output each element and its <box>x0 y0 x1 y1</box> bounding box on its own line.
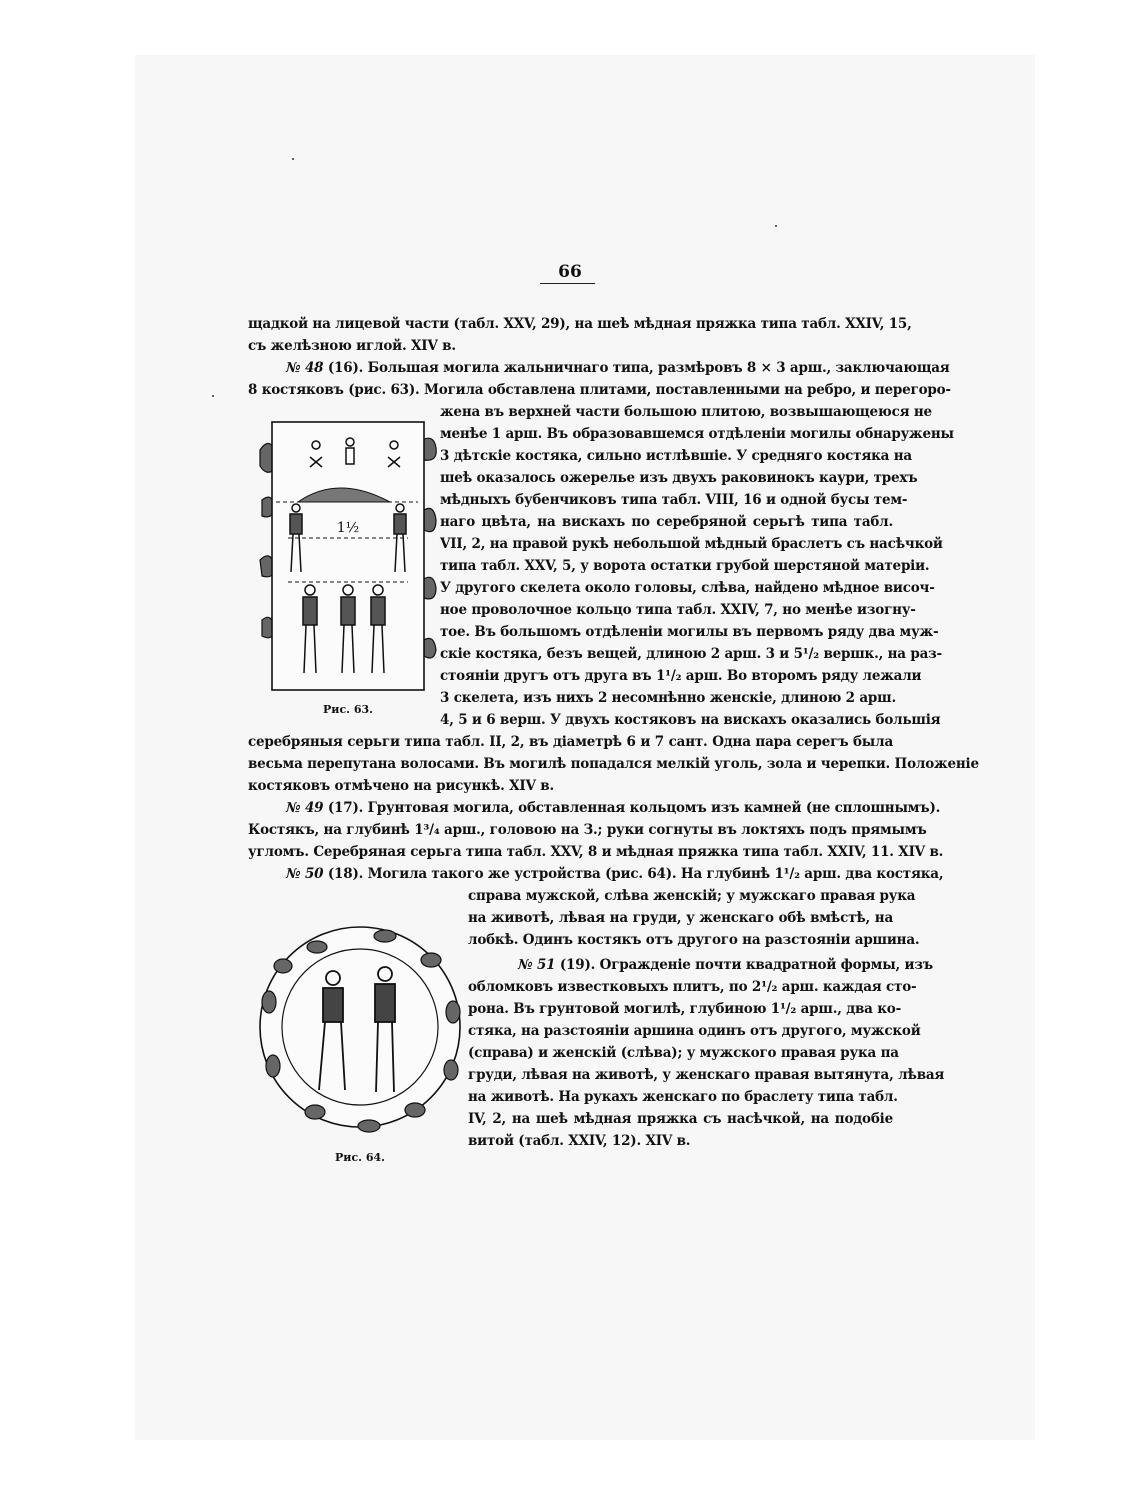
figure-63-grave-plan <box>258 410 438 700</box>
text-line: (справа) и женскій (слѣва); у мужского правая рука па <box>468 1045 899 1061</box>
text-line: съ желѣзною иглой. XIV в. <box>248 338 456 354</box>
text-line: на животѣ, лѣвая на груди, у женскаго обѣ вмѣстѣ, на <box>468 910 893 926</box>
text-line: 3 скелета, изъ нихъ 2 несомнѣнно женскіе, длиною 2 арш. <box>440 690 896 706</box>
text-line: VII, 2, на правой рукѣ небольшой мѣдный браслетъ съ насѣчкой <box>440 536 943 552</box>
text-line: рона. Въ грунтовой могилѣ, глубиною 1¹/₂ арш., два ко- <box>468 1001 901 1017</box>
text-block-middle <box>248 731 979 885</box>
text-line: 8 костяковъ (рис. 63). Могила обставлена плитами, поставленными на ребро, и перегоро- <box>248 382 951 398</box>
measure-label: 1½ <box>336 520 360 536</box>
text-line: жена въ верхней части большою плитою, возвышающеюся не <box>440 404 932 420</box>
page-number: 66 <box>558 262 582 282</box>
grave-outline <box>272 422 424 690</box>
entry-number: № 50 <box>286 866 324 882</box>
figure-64-circular-grave <box>255 920 465 1135</box>
text-line: тое. Въ большомъ отдѣленіи могилы въ первомъ ряду два муж- <box>440 624 939 640</box>
stone <box>424 508 436 531</box>
text-line: типа табл. XXV, 5, у ворота остатки грубой шерстяной матеріи. <box>440 558 930 574</box>
text-line: справа мужской, слѣва женскій; у мужскаго правая рука <box>468 888 916 904</box>
text-line: менѣе 1 арш. Въ образовавшемся отдѣленіи могилы обнаружены <box>440 426 954 442</box>
text-line: костяковъ отмѣчено на рисункѣ. XIV в. <box>248 778 554 794</box>
text-line: лобкѣ. Одинъ костякъ отъ другого на разстояніи аршина. <box>468 932 920 948</box>
text-line: витой (табл. XXIV, 12). XIV в. <box>468 1133 691 1149</box>
text-line: Костякъ, на глубинѣ 1³/₄ арш., головою на З.; руки согнуты въ локтяхъ подъ прямымъ <box>248 822 927 838</box>
page-number-rule <box>540 283 595 284</box>
text-line: 4, 5 и 6 верш. У двухъ костяковъ на вискахъ оказались большія <box>440 712 941 728</box>
text-line: стяка, на разстояніи аршина одинъ отъ другого, мужской <box>468 1023 921 1039</box>
text-line: на животѣ. На рукахъ женскаго по браслету типа табл. <box>468 1089 898 1105</box>
text-line: обломковъ известковыхъ плитъ, по 2¹/₂ арш. каждая сто- <box>468 979 917 995</box>
figure-64-caption: Рис. 64. <box>335 1151 385 1164</box>
text-line: наго цвѣта, на вискахъ по серебряной серьгѣ типа табл. <box>440 514 893 530</box>
text-block-fig64-side <box>468 885 945 1152</box>
text-line: 3 дѣтскіе костяка, сильно истлѣвшіе. У средняго костяка на <box>440 448 912 464</box>
text-line: груди, лѣвая на животѣ, у женскаго правая вытянута, лѣвая <box>468 1067 945 1083</box>
text-line: стояніи другъ отъ друга въ 1¹/₂ арш. Во второмъ ряду лежали <box>440 668 922 684</box>
text-line: У другого скелета около головы, слѣва, найдено мѣдное височ- <box>440 580 935 596</box>
text-line: ное проволочное кольцо типа табл. XXIV, 7, но менѣе изогну- <box>440 602 916 618</box>
text-line: серебряныя серьги типа табл. II, 2, въ діаметрѣ 6 и 7 сант. Одна пара серегъ была <box>248 734 893 750</box>
entry-number: № 51 <box>518 957 556 973</box>
text-line: угломъ. Серебряная серьга типа табл. XXV, 8 и мѣдная пряжка типа табл. XXIV, 11. XIV в. <box>248 844 944 860</box>
entry-48-heading: № 48 (16). Большая могила жальничнаго типа, размѣровъ 8 × 3 арш., заключающая <box>286 360 950 376</box>
figure-63-caption: Рис. 63. <box>323 703 373 716</box>
stone <box>424 638 436 658</box>
text-line: щадкой на лицевой части (табл. XXV, 29), на шеѣ мѣдная пряжка типа табл. XXIV, 15, <box>248 316 912 332</box>
entry-50-heading: № 50 (18). Могила такого же устройства (рис. 64). На глубинѣ 1¹/₂ арш. два костяка, <box>286 866 944 882</box>
text-line: весьма перепутана волосами. Въ могилѣ попадался мелкій уголь, зола и черепки. Положеніе <box>248 756 979 772</box>
entry-number: № 49 <box>286 800 324 816</box>
entry-51-heading: № 51 (19). Огражденіе почти квадратной формы, изъ <box>518 957 933 973</box>
text-block-fig63-side <box>440 401 954 731</box>
speck <box>212 395 214 397</box>
text-block-top <box>248 313 951 401</box>
speck <box>775 225 777 227</box>
text-line: скіе костяка, безъ вещей, длиною 2 арш. 3 и 5¹/₂ вершк., на раз- <box>440 646 942 662</box>
entry-number: № 48 <box>286 360 324 376</box>
entry-49-heading: № 49 (17). Грунтовая могила, обставленная кольцомъ изъ камней (не сплошнымъ). <box>286 800 941 816</box>
text-line: шеѣ оказалось ожерелье изъ двухъ раковинокъ каури, трехъ <box>440 470 918 486</box>
text-line: IV, 2, на шеѣ мѣдная пряжка съ насѣчкой, на подобіе <box>468 1111 893 1127</box>
speck <box>292 158 294 160</box>
text-line: мѣдныхъ бубенчиковъ типа табл. VIII, 16 и одной бусы тем- <box>440 492 908 508</box>
